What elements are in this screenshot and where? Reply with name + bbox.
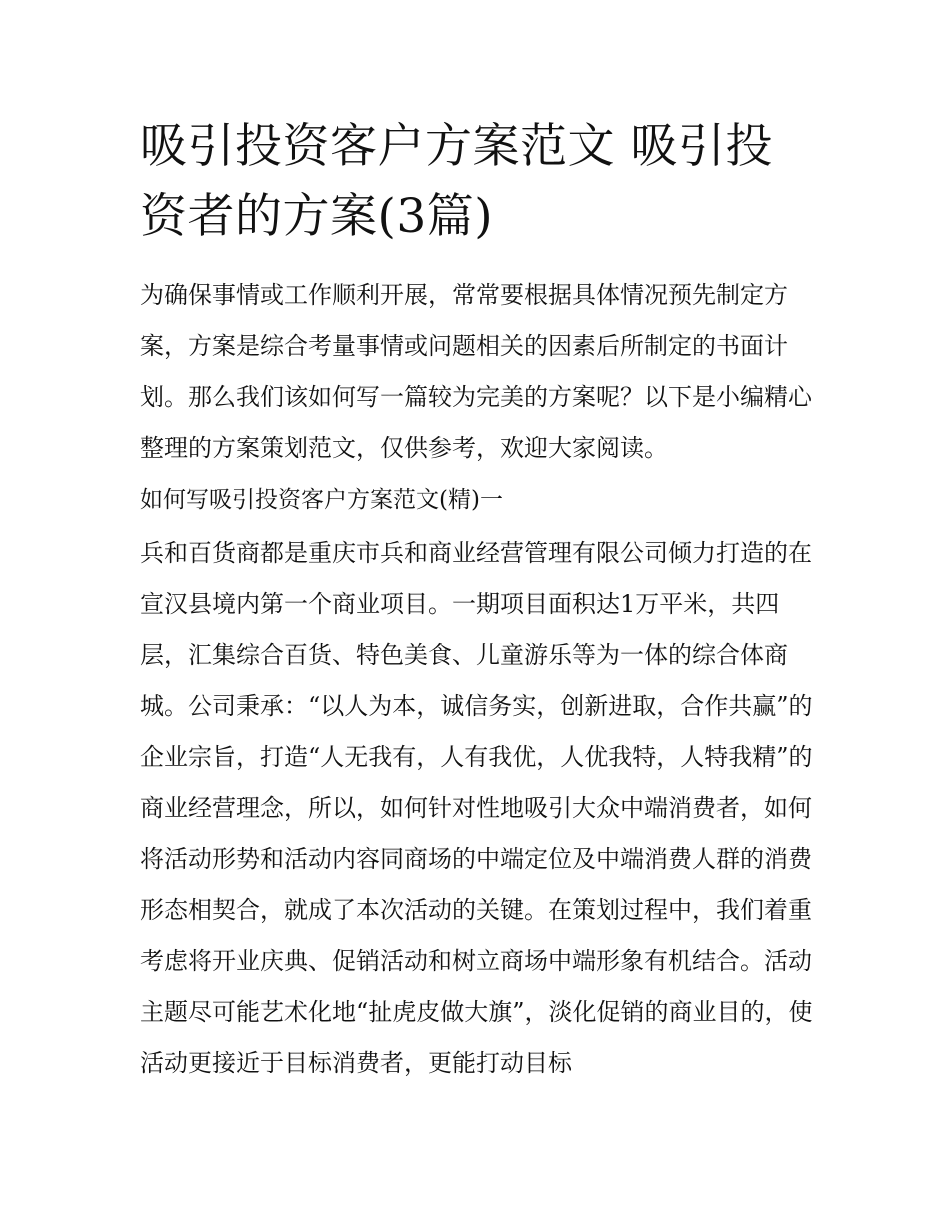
document-page [140,112,815,1089]
section-heading: 如何写吸引投资客户方案范文(精)一 [140,487,503,513]
intro-paragraph: 为确保事情或工作顺利开展，常常要根据具体情况预先制定方案，方案是综合考量事情或问题相关的因素后所制定的书面计划。那么我们该如何写一篇较为完美的方案呢？以下是小编精心整理的方案策划范文，仅供参考，欢迎大家阅读。 [140,281,812,462]
body-paragraph: 兵和百货商都是重庆市兵和商业经营管理有限公司倾力打造的在宣汉县境内第一个商业项目。一期项目面积达1万平米，共四层，汇集综合百货、特色美食、儿童游乐等为一体的综合体商城。公司秉承：“以人为本，诚信务实，创新进取，合作共赢”的企业宗旨，打造“人无我有，人有我优，人优我特，人特我精”的商业经营理念，所以，如何针对性地吸引大众中端消费者，如何将活动形势和活动内容同商场的中端定位及中端消费人群的消费形态相契合，就成了本次活动的关键。在策划过程中，我们着重考虑将开业庆典、促销活动和树立商场中端形象有机结合。活动主题尽可能艺术化地“扯虎皮做大旗”，淡化促销的商业目的，使活动更接近于目标消费者，更能打动目标 [140,539,813,1077]
document-title: 吸引投资客户方案范文 吸引投资者的方案(3篇) [140,119,773,244]
